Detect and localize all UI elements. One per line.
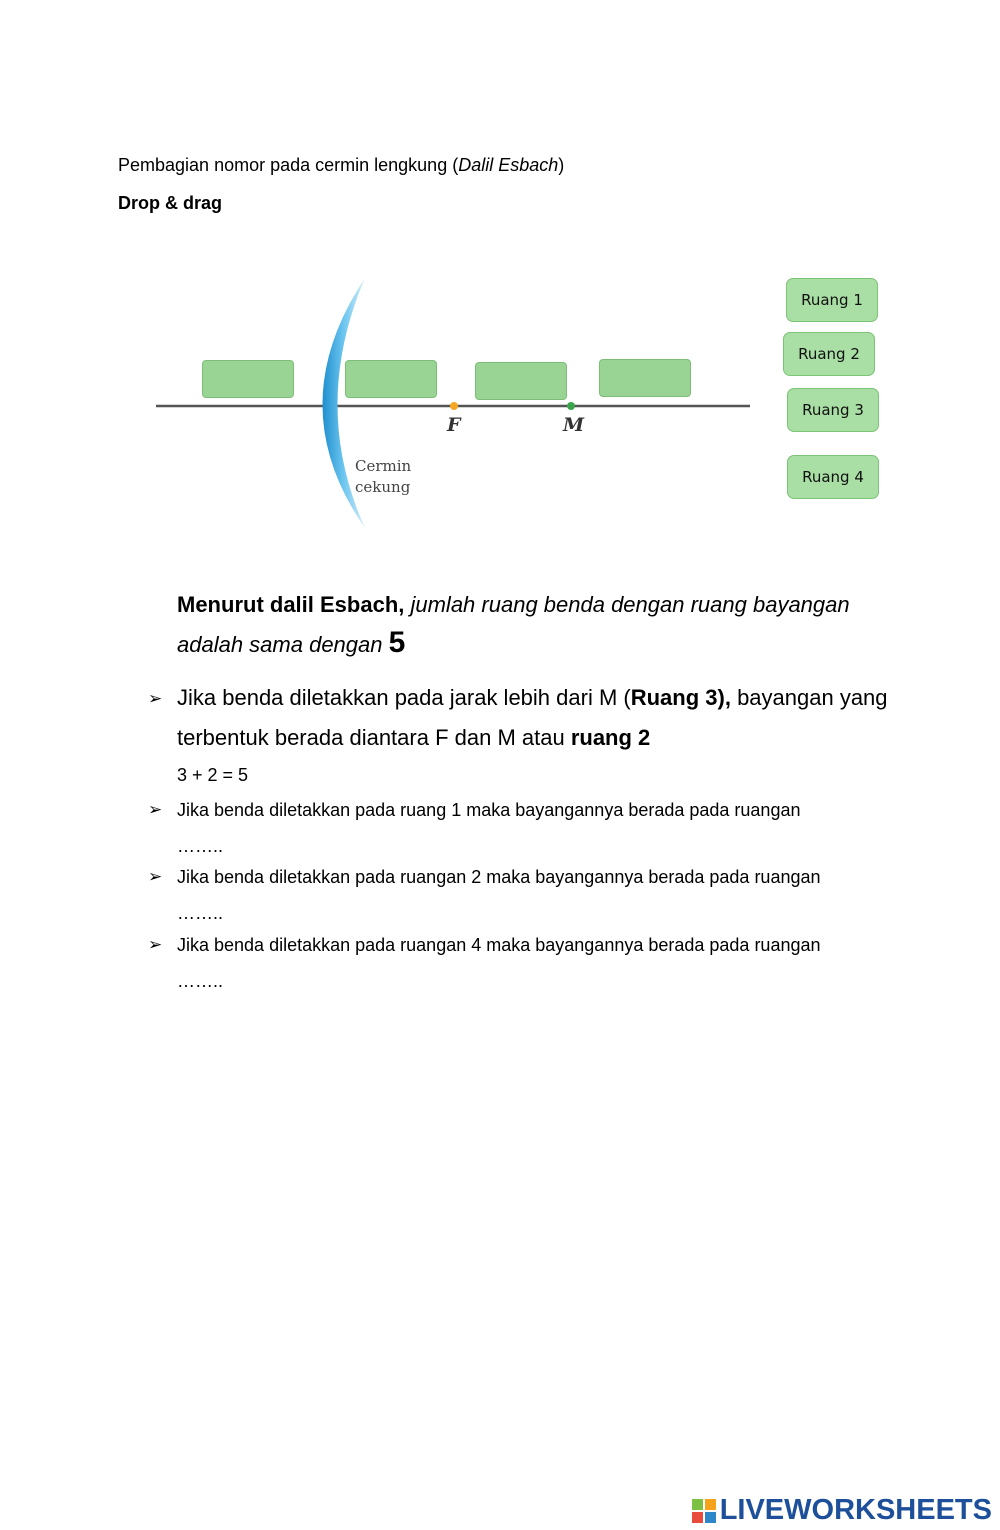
example-equation: 3 + 2 = 5	[177, 765, 249, 785]
mirror-diagram-svg	[150, 270, 760, 535]
center-label: M	[563, 414, 585, 436]
mirror-label-line2: cekung	[355, 478, 411, 496]
chip-ruang-3[interactable]: Ruang 3	[787, 388, 879, 432]
arrow-bullet-icon: ➢	[148, 867, 163, 886]
question-2: Jika benda diletakkan pada ruangan 2 maka bayangannya berada pada ruangan ……..	[177, 859, 897, 931]
center-point	[567, 402, 575, 410]
focus-label: F	[447, 414, 461, 436]
arrow-bullet-icon: ➢	[148, 935, 163, 954]
liveworksheets-logo: LIVEWORKSHEETS	[692, 1494, 992, 1527]
chip-ruang-4[interactable]: Ruang 4	[787, 455, 879, 499]
drop-zone-1[interactable]	[202, 360, 294, 398]
answer-blank-2[interactable]: ……..	[177, 903, 224, 923]
mirror-label-line1: Cermin	[355, 457, 412, 475]
sum-number: 5	[388, 626, 406, 659]
question-3: Jika benda diletakkan pada ruangan 4 maka bayangannya berada pada ruangan ……..	[177, 927, 897, 999]
arrow-bullet-icon: ➢	[148, 689, 163, 708]
subtitle: Drop & drag	[118, 193, 223, 213]
focus-point	[450, 402, 458, 410]
answer-blank-1[interactable]: ……..	[177, 836, 224, 856]
question-1: Jika benda diletakkan pada ruang 1 maka bayangannya berada pada ruangan ……..	[177, 792, 897, 864]
mirror-diagram	[150, 270, 760, 535]
intro-italic: Dalil Esbach	[458, 155, 559, 175]
logo-icon	[692, 1499, 716, 1523]
drop-zone-2[interactable]	[345, 360, 437, 398]
arrow-bullet-icon: ➢	[148, 800, 163, 819]
example-text: Jika benda diletakkan pada jarak lebih dari M (Ruang 3), bayangan yang terbentuk berada diantara F dan M atau ruang 2	[177, 685, 888, 750]
chip-ruang-1[interactable]: Ruang 1	[786, 278, 878, 322]
answer-blank-3[interactable]: ……..	[177, 971, 224, 991]
intro-text: Pembagian nomor pada cermin lengkung (Dalil Esbach)	[118, 155, 565, 175]
drop-zone-3[interactable]	[475, 362, 567, 400]
chip-ruang-2[interactable]: Ruang 2	[783, 332, 875, 376]
esbach-statement: Menurut dalil Esbach, jumlah ruang benda dengan ruang bayangan adalah sama dengan 5	[177, 592, 850, 659]
drop-zone-4[interactable]	[599, 359, 691, 397]
